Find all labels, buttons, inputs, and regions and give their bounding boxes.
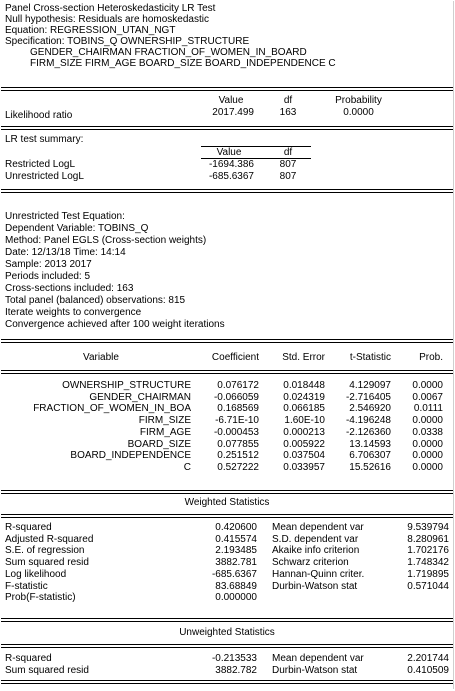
coef-t-statistic: 2.546920 (349, 403, 391, 414)
summary-row-df: 807 (279, 159, 297, 170)
equation-info-line: Cross-sections included: 163 (5, 283, 134, 294)
col-prob: Prob. (419, 352, 443, 363)
equation-info-line: Iterate weights to convergence (5, 307, 142, 318)
coef-coefficient: -6.71E-10 (215, 415, 259, 426)
specification-cont-2: FIRM_SIZE FIRM_AGE BOARD_SIZE BOARD_INDEPENDENCE C (30, 58, 336, 69)
coef-variable: FIRM_AGE (139, 427, 191, 438)
stat-value: 1.748342 (407, 557, 449, 568)
equation-info-line: Dependent Variable: TOBINS_Q (5, 223, 149, 234)
divider (1, 644, 453, 648)
stat-value: 1.702176 (407, 545, 449, 556)
coef-std-error: 0.037504 (283, 450, 325, 461)
coef-variable: BOARD_SIZE (127, 439, 191, 450)
stat-value: -0.213533 (211, 653, 257, 664)
lr-col-value: Value (218, 95, 244, 106)
stat-label: R-squared (5, 653, 52, 664)
stat-label: R-squared (5, 522, 52, 533)
divider (1, 490, 453, 494)
stat-value: 3882.781 (215, 557, 257, 568)
stat-value: 0.571044 (407, 581, 449, 592)
stat-value: 8.280961 (407, 534, 449, 545)
equation-info-line: Periods included: 5 (5, 271, 91, 282)
coef-t-statistic: -2.126360 (345, 427, 391, 438)
stat-label: Prob(F-statistic) (5, 592, 76, 603)
stat-value: 1.719895 (407, 569, 449, 580)
coef-prob: 0.0000 (412, 415, 443, 426)
col-variable: Variable (83, 352, 119, 363)
equation-info-line: Convergence achieved after 100 weight iterations (5, 319, 225, 330)
equation-info-line: Unrestricted Test Equation: (5, 211, 125, 222)
divider (1, 189, 453, 193)
coef-coefficient: 0.527222 (217, 462, 259, 473)
stat-value: -685.6367 (211, 569, 257, 580)
equation-info-line: Sample: 2013 2017 (5, 259, 92, 270)
stat-value: 2.193485 (215, 545, 257, 556)
coef-std-error: 0.018448 (283, 380, 325, 391)
summary-row-label: Unrestricted LogL (5, 171, 84, 182)
stat-label: Sum squared resid (5, 665, 89, 676)
divider (1, 680, 453, 684)
stat-value: 83.68849 (215, 581, 257, 592)
summary-col-value: Value (216, 147, 242, 158)
summary-col-df: df (283, 147, 293, 158)
coef-coefficient: 0.251512 (217, 450, 259, 461)
coef-variable: GENDER_CHAIRMAN (89, 392, 191, 403)
coef-variable: OWNERSHIP_STRUCTURE (62, 380, 191, 391)
divider (1, 514, 453, 518)
stat-value: 3882.782 (215, 665, 257, 676)
coef-t-statistic: 15.52616 (349, 462, 391, 473)
coef-variable: BOARD_INDEPENDENCE (70, 450, 191, 461)
coef-t-statistic: -4.196248 (345, 415, 391, 426)
coef-prob: 0.0067 (412, 392, 443, 403)
equation-name: Equation: REGRESSION_UTAN_NGT (5, 25, 176, 36)
summary-row-df: 807 (279, 171, 297, 182)
coef-prob: 0.0000 (412, 380, 443, 391)
stat-label: Sum squared resid (5, 557, 89, 568)
stat-label: Durbin-Watson stat (272, 665, 358, 676)
stat-value: 9.539794 (407, 522, 449, 533)
summary-row-value: -1694.386 (208, 159, 254, 170)
coef-coefficient: -0.066059 (213, 392, 259, 403)
coef-std-error: 0.024319 (283, 392, 325, 403)
stat-label: S.D. dependent var (272, 534, 359, 545)
coef-std-error: 1.60E-10 (284, 415, 325, 426)
lr-summary-title: LR test summary: (5, 134, 84, 145)
coef-prob: 0.0000 (412, 439, 443, 450)
stat-label: Mean dependent var (272, 522, 364, 533)
stat-value: 0.410509 (407, 665, 449, 676)
coef-t-statistic: 6.706307 (349, 450, 391, 461)
coef-variable: FRACTION_OF_WOMEN_IN_BOA (33, 403, 191, 414)
stat-label: Schwarz criterion (272, 557, 349, 568)
stat-label: Durbin-Watson stat (272, 581, 358, 592)
coef-std-error: 0.005922 (283, 439, 325, 450)
divider (1, 618, 453, 622)
equation-info-line: Method: Panel EGLS (Cross-section weights) (5, 235, 207, 246)
lr-col-df: df (283, 95, 293, 106)
stat-label: S.E. of regression (5, 545, 85, 556)
coef-coefficient: -0.000453 (213, 427, 259, 438)
coef-t-statistic: 13.14593 (349, 439, 391, 450)
coef-t-statistic: -2.716405 (345, 392, 391, 403)
lr-prob: 0.0000 (343, 107, 374, 118)
coef-prob: 0.0000 (412, 450, 443, 461)
coef-prob: 0.0338 (412, 427, 443, 438)
coef-std-error: 0.066185 (283, 403, 325, 414)
coef-std-error: 0.000213 (283, 427, 325, 438)
coef-coefficient: 0.168569 (217, 403, 259, 414)
equation-info-line: Total panel (balanced) observations: 815 (5, 295, 186, 306)
stat-value: 0.415574 (215, 534, 257, 545)
summary-row-value: -685.6367 (208, 171, 254, 182)
divider (1, 87, 453, 91)
lr-col-prob: Probability (335, 95, 382, 106)
unweighted-stats-title: Unweighted Statistics (179, 627, 275, 638)
weighted-stats-title: Weighted Statistics (184, 497, 270, 508)
lr-row-label: Likelihood ratio (5, 110, 73, 121)
divider (1, 339, 453, 343)
stat-value: 0.000000 (215, 592, 257, 603)
coef-variable: FIRM_SIZE (138, 415, 191, 426)
specification: Specification: TOBINS_Q OWNERSHIP_STRUCTURE (5, 36, 250, 47)
coef-std-error: 0.033957 (283, 462, 325, 473)
col-coefficient: Coefficient (211, 352, 259, 363)
stat-label: Akaike info criterion (272, 545, 360, 556)
col-t-statistic: t-Statistic (349, 352, 391, 363)
stat-label: Hannan-Quinn criter. (272, 569, 365, 580)
eviews-output-frame (1, 1, 454, 689)
stat-value: 0.420600 (215, 522, 257, 533)
lr-df: 163 (279, 107, 297, 118)
coef-coefficient: 0.077855 (217, 439, 259, 450)
null-hypothesis: Null hypothesis: Residuals are homoskedastic (5, 14, 209, 25)
specification-cont-1: GENDER_CHAIRMAN FRACTION_OF_WOMEN_IN_BOARD (30, 47, 307, 58)
stat-label: Adjusted R-squared (5, 534, 94, 545)
test-title: Panel Cross-section Heteroskedasticity LR Test (5, 3, 216, 14)
equation-info-line: Date: 12/13/18 Time: 14:14 (5, 247, 126, 258)
stat-label: F-statistic (5, 581, 48, 592)
stat-label: Log likelihood (5, 569, 67, 580)
divider (1, 370, 453, 374)
divider (1, 126, 453, 130)
lr-value: 2017.499 (212, 107, 254, 118)
coef-prob: 0.0111 (413, 403, 443, 414)
coef-coefficient: 0.076172 (217, 380, 259, 391)
summary-row-label: Restricted LogL (5, 159, 76, 170)
coef-t-statistic: 4.129097 (349, 380, 391, 391)
stat-value: 2.201744 (407, 653, 449, 664)
coef-variable: C (183, 462, 191, 473)
coef-prob: 0.0000 (412, 462, 443, 473)
stat-label: Mean dependent var (272, 653, 364, 664)
col-std-error: Std. Error (282, 352, 325, 363)
